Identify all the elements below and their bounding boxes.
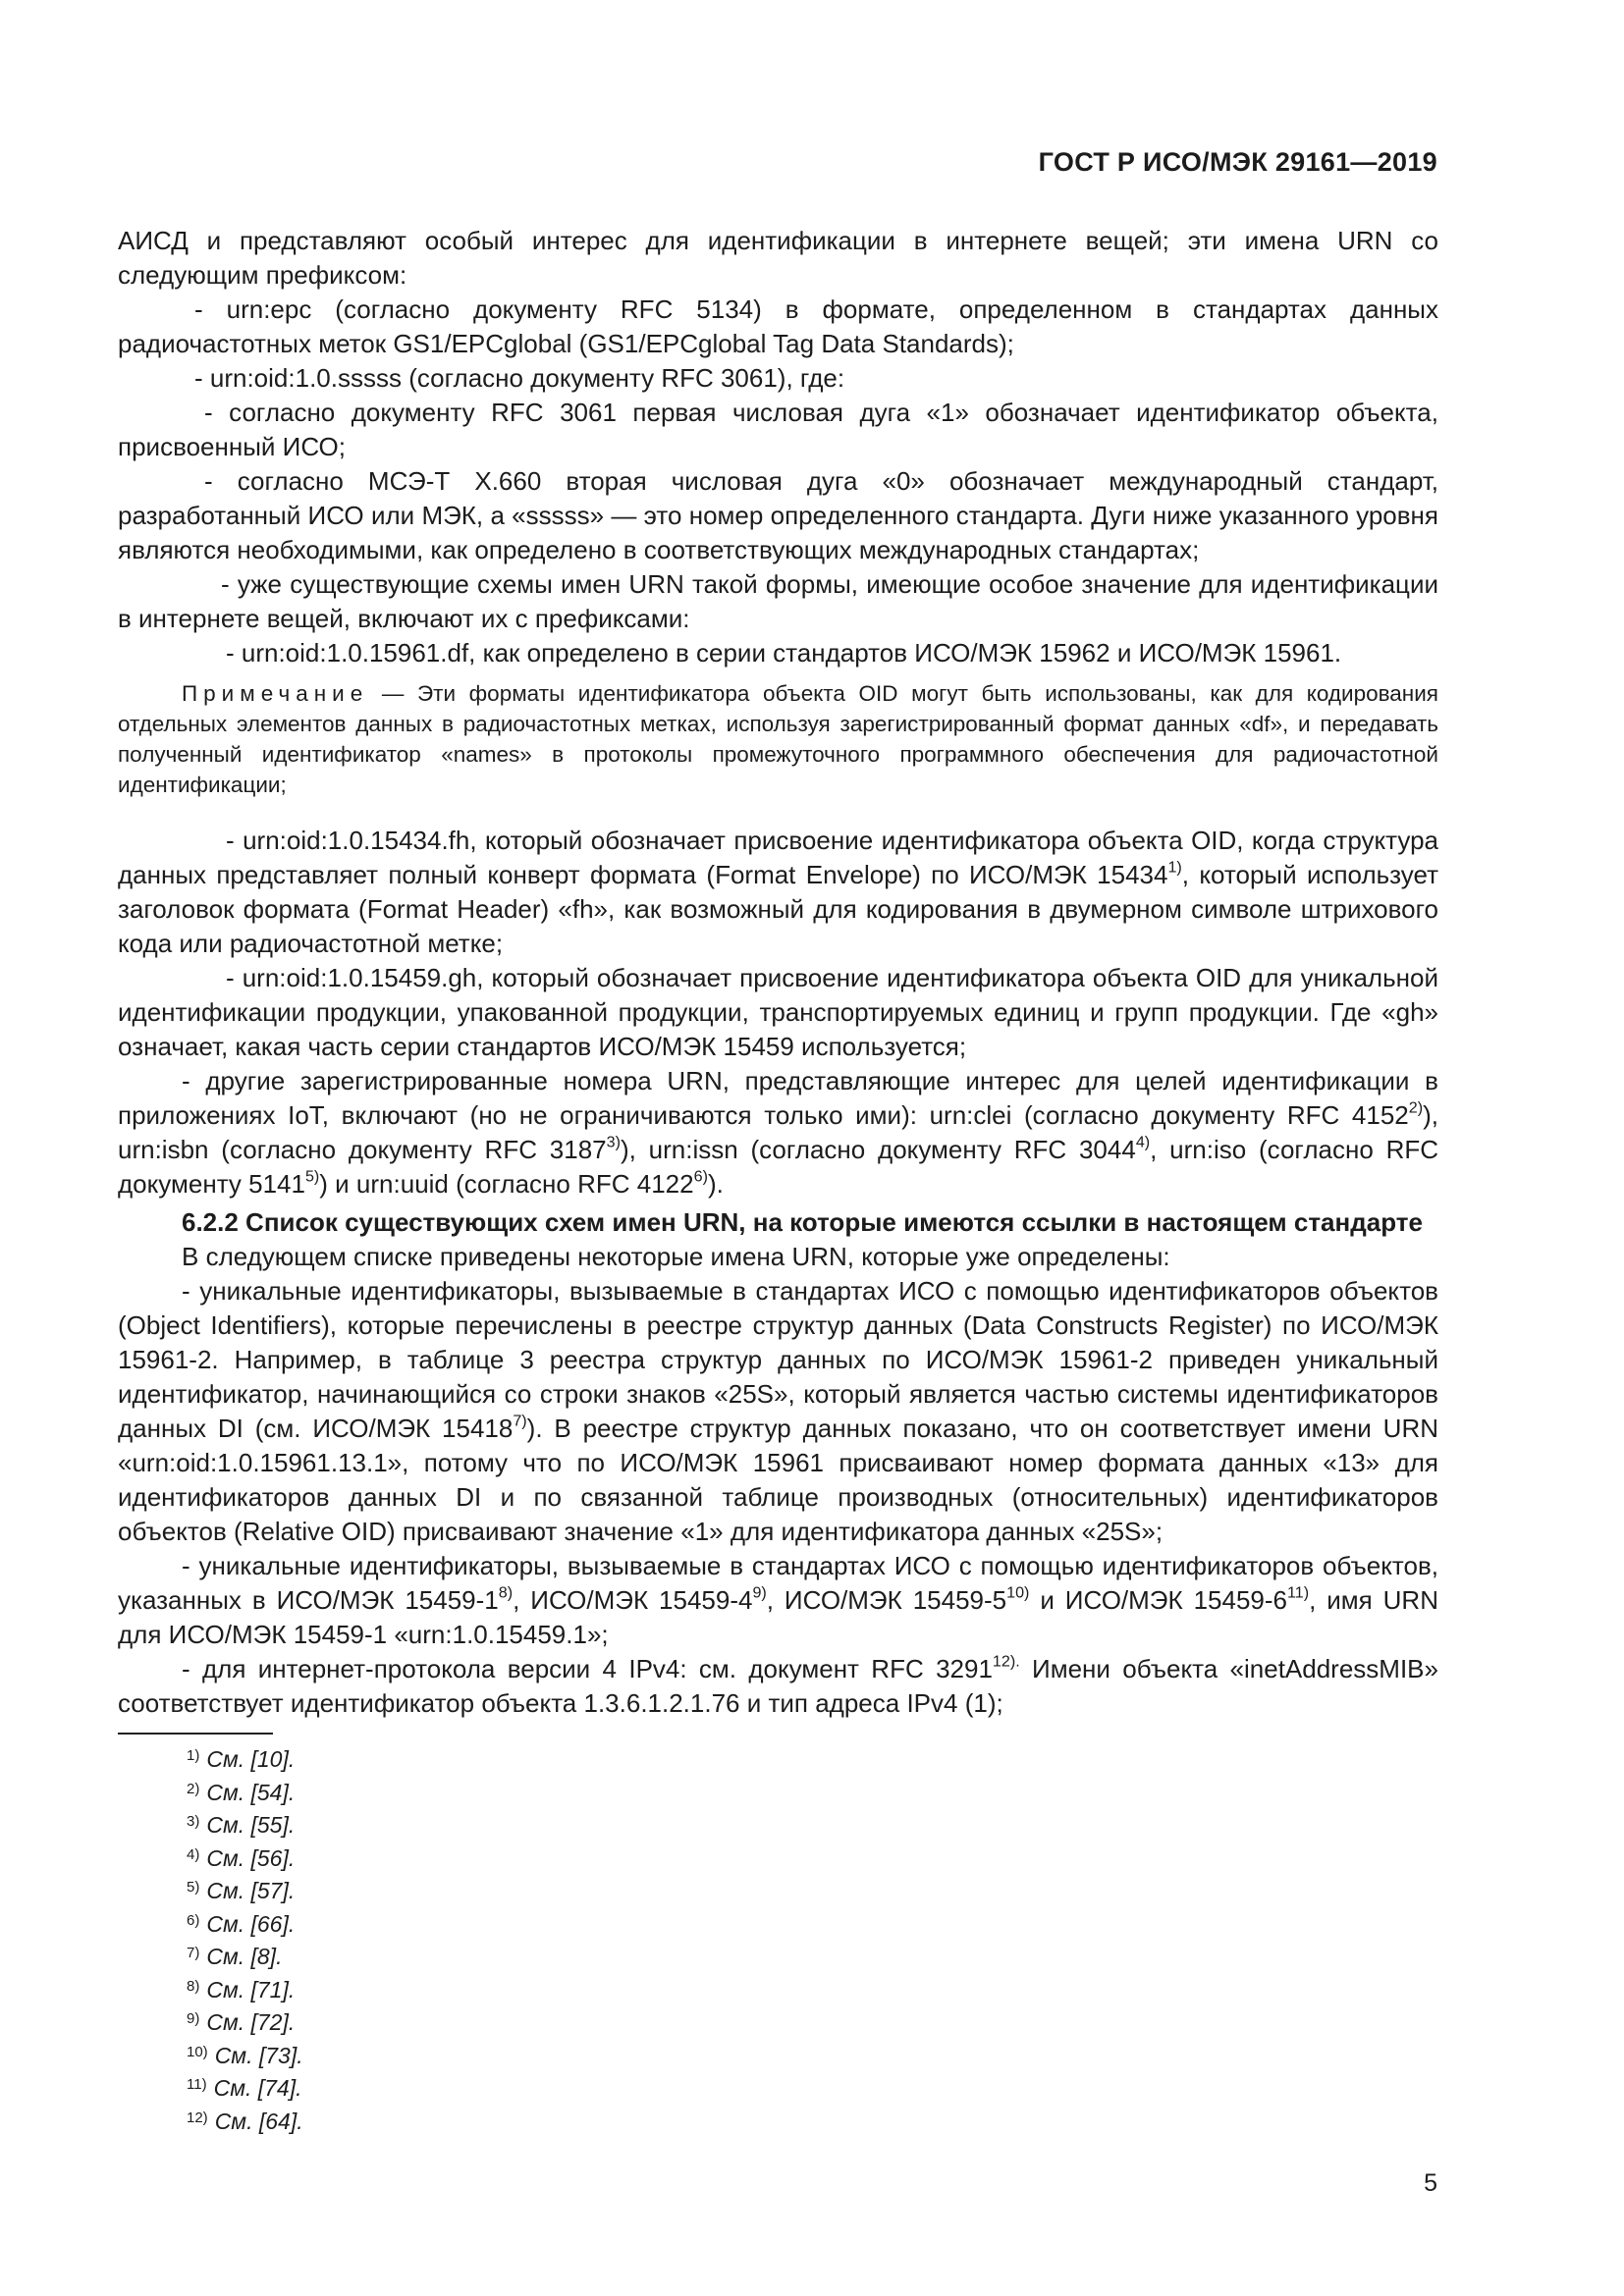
footnote xyxy=(187,1906,303,1940)
footnote-ref: 9) xyxy=(752,1583,767,1602)
footnote-number: 7) xyxy=(187,1945,200,1961)
footnote-text: См. [66]. xyxy=(206,1910,296,1937)
footnote-number: 5) xyxy=(187,1879,200,1896)
section-heading: 6.2.2 Список существующих схем имен URN, на которые имеются ссылки в настоящем стандарте xyxy=(182,1207,1423,1237)
footnote xyxy=(187,2070,303,2104)
document-header: ГОСТ Р ИСО/МЭК 29161—2019 xyxy=(1038,147,1437,177)
body-text xyxy=(118,224,1438,1721)
footnote-text: См. [73]. xyxy=(214,2042,303,2068)
footnotes xyxy=(187,1741,303,2136)
list-item: - urn:epc (согласно документу RFC 5134) в формате, определенном в стандартах данных радиочастотных меток GS1/EPCglobal (GS1/EPCglobal Tag Data Standards); xyxy=(118,294,1438,358)
footnote-text: См. [8]. xyxy=(206,1944,283,1969)
list-item xyxy=(118,1274,1438,1549)
footnote-ref: 4) xyxy=(1135,1133,1151,1151)
text-run: , ИСО/МЭК 15459-5 xyxy=(766,1585,1007,1615)
footnote-text: См. [64]. xyxy=(214,2108,303,2134)
footnote xyxy=(187,2038,303,2071)
footnote-ref: 1) xyxy=(1167,858,1182,877)
text-run: , имя URN для ИСО/МЭК 15459-1 «urn:1.0.15459.1»; xyxy=(118,1585,1438,1649)
footnote xyxy=(187,1807,303,1841)
footnote-number: 8) xyxy=(187,1977,200,1995)
footnote-ref: 8) xyxy=(498,1583,514,1602)
footnote-number: 11) xyxy=(187,2076,207,2093)
text-run: - urn:oid:1.0.15434.fh, который обозначает присвоение идентификатора объекта OID, когда структура данных представляет полный конверт формата (Format Envelope) по ИСО/МЭК 15434 xyxy=(118,826,1438,889)
footnote-ref: 5) xyxy=(304,1167,320,1186)
footnote-text: См. [55]. xyxy=(206,1812,296,1838)
footnote-text: См. [74]. xyxy=(213,2075,302,2101)
list-item xyxy=(118,1064,1438,1201)
footnote-text: См. [71]. xyxy=(206,1976,296,2002)
page-number: 5 xyxy=(1424,2169,1437,2197)
text-run: - другие зарегистрированные номера URN, представляющие интерес для целей идентификации в приложениях IoT, включают (но не ограничиваются только ими): urn:clei (согласно документу RFC 4152 xyxy=(118,1066,1438,1130)
text-run: , urn:iso (согласно RFC документу 5141 xyxy=(118,1135,1439,1199)
footnote xyxy=(187,1841,303,1874)
footnote-ref: 12). xyxy=(992,1652,1020,1671)
text-run: - уникальные идентификаторы, вызываемые в стандартах ИСО с помощью идентификаторов объектов, указанных в ИСО/МЭК 15459-1 xyxy=(118,1551,1438,1615)
footnote-divider xyxy=(118,1733,273,1735)
footnote-ref: 11) xyxy=(1286,1583,1310,1602)
footnote-number: 4) xyxy=(187,1845,200,1863)
footnote-number: 10) xyxy=(187,2043,208,2060)
text-run: ), urn:isbn (согласно документу RFC 3187 xyxy=(118,1100,1438,1164)
paragraph: АИСД и представляют особый интерес для идентификации в интернете вещей; эти имена URN со следующим префиксом: xyxy=(118,226,1438,290)
footnote-text: См. [72]. xyxy=(206,2009,296,2035)
footnote xyxy=(187,1972,303,2005)
list-item: - urn:oid:1.0.15961.df, как определено в серии стандартов ИСО/МЭК 15962 и ИСО/МЭК 15961. xyxy=(226,638,1342,667)
list-item: - urn:oid:1.0.15459.gh, который обозначает присвоение идентификатора объекта OID для уникальной идентификации продукции, упакованной продукции, транспортируемых единиц и групп продукции. Где «gh» означает, какая часть серии стандартов ИСО/МЭК 15459 используется; xyxy=(118,963,1438,1061)
list-item: - urn:oid:1.0.sssss (согласно документу RFC 3061), где: xyxy=(194,363,845,393)
list-item: - согласно документу RFC 3061 первая числовая дуга «1» обозначает идентификатор объекта, присвоенный ИСО; xyxy=(118,398,1438,461)
footnote-ref: 2) xyxy=(1408,1098,1424,1117)
text-run: ) и urn:uuid (согласно RFC 4122 xyxy=(319,1169,694,1199)
note-label: Примечание xyxy=(182,681,369,706)
footnote-text: См. [57]. xyxy=(206,1878,296,1903)
text-run: ). В реестре структур данных показано, что он соответствует имени URN «urn:oid:1.0.15961.13.1», потому что по ИСО/МЭК 15961 присваивают номер формата данных «13» для идентификаторов данных DI и по связанной таблице производных (относительных) идентификаторов объектов (Relative OID) присваивают значение «1» для идентификатора данных «25S»; xyxy=(118,1414,1439,1546)
footnote xyxy=(187,1775,303,1808)
footnote xyxy=(187,1873,303,1906)
footnote-ref: 7) xyxy=(513,1412,527,1430)
text-run: Имени объекта «inetAddressMIB» соответствует идентификатор объекта 1.3.6.1.2.1.76 и тип адреса IPv4 (1); xyxy=(118,1654,1438,1718)
footnote-number: 6) xyxy=(187,1911,200,1929)
text-run: ), urn:issn (согласно документу RFC 3044 xyxy=(620,1135,1136,1164)
footnote xyxy=(187,2104,303,2137)
list-item xyxy=(118,824,1438,961)
footnote-number: 2) xyxy=(187,1780,200,1797)
footnote-number: 3) xyxy=(187,1813,200,1830)
footnote-ref: 3) xyxy=(606,1133,621,1151)
footnote-number: 9) xyxy=(187,2010,200,2027)
text-run: - уникальные идентификаторы, вызываемые в стандартах ИСО с помощью идентификаторов объектов (Object Identifiers), которые перечислены в реестре структур данных (Data Constructs Register) по ИСО/МЭК 15961-2. Например, в таблице 3 реестра структур данных по ИСО/МЭК 15961-2 приведен уникальный идентификатор, начинающийся со строки знаков «25S», который является частью системы идентификаторов данных DI (см. ИСО/МЭК 15418 xyxy=(118,1276,1438,1443)
text-run: - для интернет-протокола версии 4 IPv4: см. документ RFC 3291 xyxy=(182,1654,993,1683)
footnote xyxy=(187,2004,303,2038)
list-item: - согласно МСЭ-Т X.660 вторая числовая дуга «0» обозначает международный стандарт, разработанный ИСО или МЭК, а «sssss» — это номер определенного стандарта. Дуги ниже указанного уровня являются необходимыми, как определено в соответствующих международных стандартах; xyxy=(118,466,1438,564)
footnote xyxy=(187,1939,303,1972)
list-item xyxy=(118,1652,1438,1721)
list-item xyxy=(118,1549,1438,1652)
footnote-text: См. [54]. xyxy=(206,1779,296,1805)
footnote-number: 12) xyxy=(187,2109,208,2126)
list-item: - уже существующие схемы имен URN такой формы, имеющие особое значение для идентификации в интернете вещей, включают их с префиксами: xyxy=(118,569,1438,633)
footnote-ref: 6) xyxy=(693,1167,708,1186)
footnote-text: См. [10]. xyxy=(206,1746,296,1772)
paragraph: В следующем списке приведены некоторые имена URN, которые уже определены: xyxy=(182,1242,1170,1271)
text-run: и ИСО/МЭК 15459-6 xyxy=(1029,1585,1287,1615)
footnote xyxy=(187,1741,303,1775)
footnote-number: 1) xyxy=(187,1747,200,1764)
text-run: ). xyxy=(707,1169,724,1199)
note-text: — Эти форматы идентификатора объекта OID могут быть использованы, как для кодирования отдельных элементов данных в радиочастотных метках, используя зарегистрированный формат данных «df», и передавать полученный идентификатор «names» в протоколы промежуточного программного обеспечения для радиочастотной идентификации; xyxy=(118,681,1438,797)
text-run: , который использует заголовок формата (Format Header) «fh», как возможный для кодирования в двумерном символе штрихового кода или радиочастотной метке; xyxy=(118,860,1439,958)
footnote-text: См. [56]. xyxy=(206,1844,296,1871)
note xyxy=(118,678,1438,800)
text-run: , ИСО/МЭК 15459-4 xyxy=(513,1585,753,1615)
footnote-ref: 10) xyxy=(1006,1583,1030,1602)
